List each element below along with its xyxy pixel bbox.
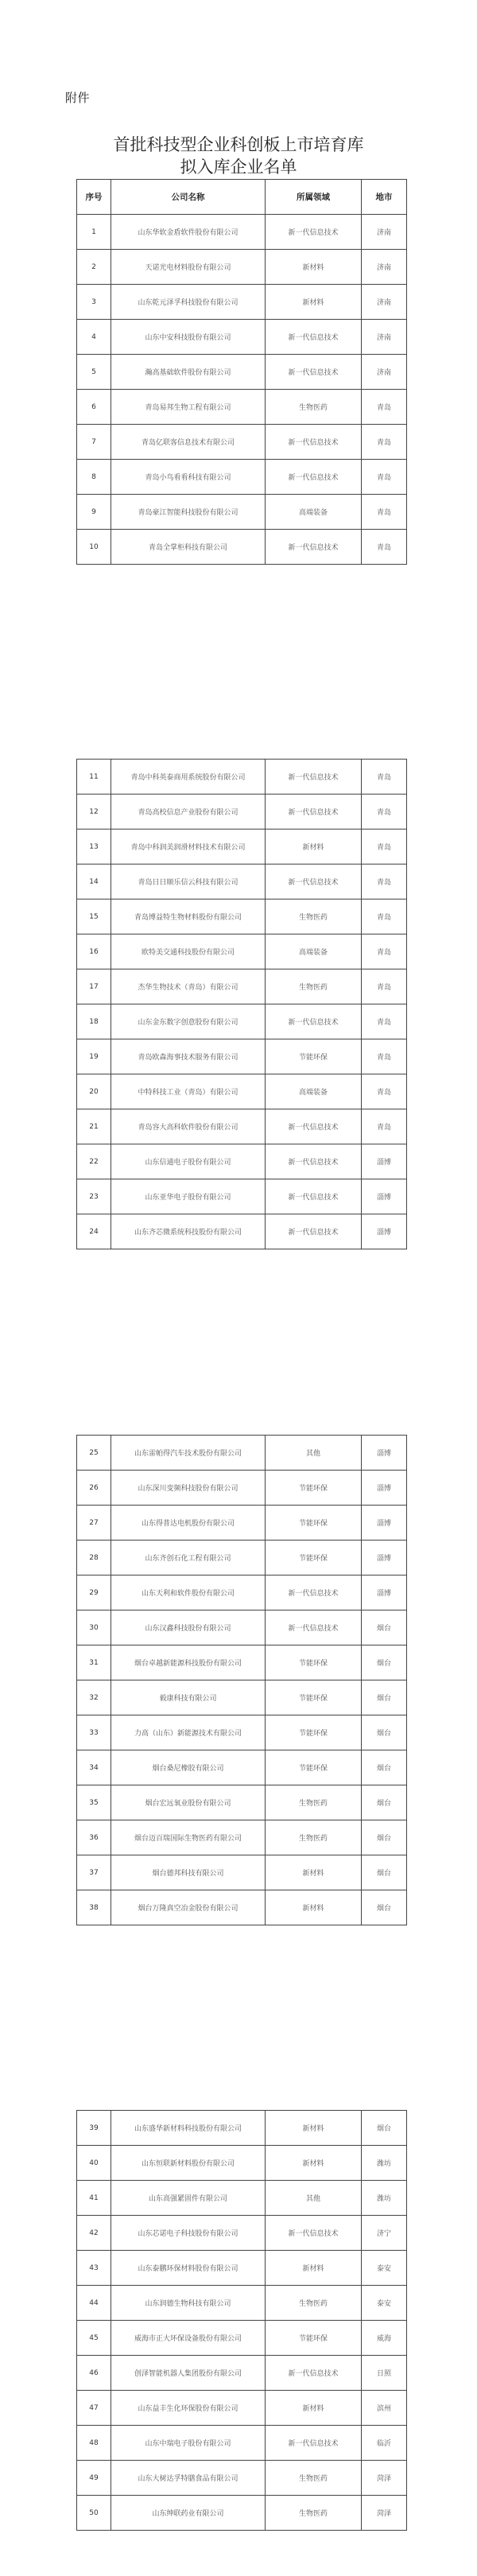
row-number: 40: [77, 2146, 111, 2181]
table-row: [77, 425, 407, 460]
company-name: 天诺光电材料股份有限公司: [111, 250, 266, 285]
table-row: [77, 1541, 407, 1576]
table-row: [77, 1471, 407, 1506]
industry-field: 新一代信息技术: [266, 355, 362, 390]
row-number: 1: [77, 215, 111, 250]
row-number: 7: [77, 425, 111, 460]
table-row: [77, 1004, 407, 1039]
row-number: 10: [77, 530, 111, 565]
industry-field: 新一代信息技术: [266, 2216, 362, 2251]
row-number: 21: [77, 1109, 111, 1144]
industry-field: 新材料: [266, 285, 362, 320]
table-row: [77, 1855, 407, 1890]
row-number: 9: [77, 495, 111, 530]
company-name: 烟台迈百瑞国际生物医药有限公司: [111, 1820, 266, 1855]
row-number: 38: [77, 1890, 111, 1925]
city: 滨州: [362, 2391, 407, 2426]
industry-field: 新材料: [266, 2146, 362, 2181]
industry-field: 新一代信息技术: [266, 760, 362, 795]
industry-field: 生物医药: [266, 899, 362, 934]
company-name: 青岛高校信息产业股份有限公司: [111, 795, 266, 830]
company-name: 青岛欧森海事技术服务有限公司: [111, 1039, 266, 1074]
company-table-page-4: [76, 2110, 407, 2531]
table-row: [77, 1039, 407, 1074]
table-row: [77, 285, 407, 320]
company-name: 山东华软金盾软件股份有限公司: [111, 215, 266, 250]
city: 烟台: [362, 2111, 407, 2146]
city: 青岛: [362, 1004, 407, 1039]
city: 青岛: [362, 760, 407, 795]
city: 淄博: [362, 1541, 407, 1576]
column-header-company: 公司名称: [111, 180, 266, 215]
table-row: [77, 2181, 407, 2216]
company-name: 山东润德生物科技有限公司: [111, 2286, 266, 2321]
industry-field: 生物医药: [266, 1820, 362, 1855]
industry-field: 节能环保: [266, 1715, 362, 1750]
company-name: 青岛全掌柜科技有限公司: [111, 530, 266, 565]
city: 烟台: [362, 1680, 407, 1715]
row-number: 26: [77, 1471, 111, 1506]
row-number: 20: [77, 1074, 111, 1109]
company-name: 山东天利和软件股份有限公司: [111, 1576, 266, 1610]
row-number: 41: [77, 2181, 111, 2216]
row-number: 14: [77, 864, 111, 899]
column-header-field: 所属领域: [266, 180, 362, 215]
city: 泰安: [362, 2251, 407, 2286]
row-number: 46: [77, 2356, 111, 2391]
row-number: 2: [77, 250, 111, 285]
row-number: 37: [77, 1855, 111, 1890]
company-name: 山东汉鑫科技股份有限公司: [111, 1610, 266, 1645]
city: 烟台: [362, 1715, 407, 1750]
city: 烟台: [362, 1855, 407, 1890]
industry-field: 新材料: [266, 1855, 362, 1890]
table-row: [77, 795, 407, 830]
table-row: [77, 1610, 407, 1645]
table-row: [77, 2496, 407, 2531]
city: 临沂: [362, 2426, 407, 2461]
company-name: 青岛容大高科软件股份有限公司: [111, 1109, 266, 1144]
row-number: 23: [77, 1179, 111, 1214]
company-name: 青岛中科英泰商用系统股份有限公司: [111, 760, 266, 795]
city: 青岛: [362, 1074, 407, 1109]
industry-field: 节能环保: [266, 1039, 362, 1074]
table-row: [77, 1109, 407, 1144]
industry-field: 生物医药: [266, 1785, 362, 1820]
city: 淄博: [362, 1576, 407, 1610]
table-row: [77, 1506, 407, 1541]
company-name: 烟台桑尼橡胶有限公司: [111, 1750, 266, 1785]
company-table-page-3: [76, 1435, 407, 1925]
table-row: [77, 355, 407, 390]
city: 青岛: [362, 864, 407, 899]
table-row: [77, 1890, 407, 1925]
industry-field: 新材料: [266, 2251, 362, 2286]
company-name: 青岛易邦生物工程有限公司: [111, 390, 266, 425]
table-row: [77, 530, 407, 565]
city: 烟台: [362, 1890, 407, 1925]
industry-field: 节能环保: [266, 1471, 362, 1506]
city: 日照: [362, 2356, 407, 2391]
city: 青岛: [362, 934, 407, 969]
industry-field: 新一代信息技术: [266, 1179, 362, 1214]
city: 济南: [362, 355, 407, 390]
table-row: [77, 1214, 407, 1249]
city: 济南: [362, 250, 407, 285]
row-number: 24: [77, 1214, 111, 1249]
row-number: 42: [77, 2216, 111, 2251]
row-number: 17: [77, 969, 111, 1004]
table-row: [77, 320, 407, 355]
industry-field: 新材料: [266, 1890, 362, 1925]
table-row: [77, 864, 407, 899]
industry-field: 新一代信息技术: [266, 215, 362, 250]
table-row: [77, 2426, 407, 2461]
table-row: [77, 1820, 407, 1855]
industry-field: 其他: [266, 2181, 362, 2216]
row-number: 31: [77, 1645, 111, 1680]
company-name: 山东泰鹏环保材料股份有限公司: [111, 2251, 266, 2286]
industry-field: 高端装备: [266, 495, 362, 530]
city: 青岛: [362, 795, 407, 830]
row-number: 27: [77, 1506, 111, 1541]
row-number: 29: [77, 1576, 111, 1610]
row-number: 3: [77, 285, 111, 320]
table-row: [77, 390, 407, 425]
row-number: 34: [77, 1750, 111, 1785]
company-name: 山东亚华电子股份有限公司: [111, 1179, 266, 1214]
table-row: [77, 1750, 407, 1785]
company-name: 山东中瑞电子股份有限公司: [111, 2426, 266, 2461]
city: 济南: [362, 320, 407, 355]
company-name: 威海市正大环保设备股份有限公司: [111, 2321, 266, 2356]
company-name: 欧特美交通科技股份有限公司: [111, 934, 266, 969]
company-name: 力高（山东）新能源技术有限公司: [111, 1715, 266, 1750]
industry-field: 新一代信息技术: [266, 2356, 362, 2391]
company-name: 烟台万隆真空冶金股份有限公司: [111, 1890, 266, 1925]
industry-field: 生物医药: [266, 2286, 362, 2321]
industry-field: 新一代信息技术: [266, 1214, 362, 1249]
table-row: [77, 1576, 407, 1610]
city: 青岛: [362, 969, 407, 1004]
company-name: 山东信通电子股份有限公司: [111, 1144, 266, 1179]
row-number: 50: [77, 2496, 111, 2531]
table-row: [77, 934, 407, 969]
city: 菏泽: [362, 2496, 407, 2531]
row-number: 8: [77, 460, 111, 495]
company-name: 瀚高基础软件股份有限公司: [111, 355, 266, 390]
industry-field: 新一代信息技术: [266, 795, 362, 830]
table-row: [77, 1785, 407, 1820]
company-name: 山东中安科技股份有限公司: [111, 320, 266, 355]
company-name: 烟台卓越新能源科技股份有限公司: [111, 1645, 266, 1680]
company-name: 青岛豪江智能科技股份有限公司: [111, 495, 266, 530]
table-row: [77, 1680, 407, 1715]
industry-field: 生物医药: [266, 2496, 362, 2531]
city: 青岛: [362, 495, 407, 530]
company-name: 青岛博益特生物材料股份有限公司: [111, 899, 266, 934]
company-name: 青岛日日顺乐信云科技有限公司: [111, 864, 266, 899]
company-name: 山东恒联新材料股份有限公司: [111, 2146, 266, 2181]
industry-field: 生物医药: [266, 2461, 362, 2496]
city: 青岛: [362, 390, 407, 425]
company-name: 山东雷帕得汽车技术股份有限公司: [111, 1436, 266, 1471]
company-name: 山东齐芯微系统科技股份有限公司: [111, 1214, 266, 1249]
company-name: 山东乾元泽孚科技股份有限公司: [111, 285, 266, 320]
industry-field: 节能环保: [266, 1541, 362, 1576]
city: 青岛: [362, 1109, 407, 1144]
table-row: [77, 495, 407, 530]
company-name: 青岛中科润美润滑材料技术有限公司: [111, 830, 266, 864]
city: 淄博: [362, 1179, 407, 1214]
industry-field: 生物医药: [266, 390, 362, 425]
table-row: [77, 250, 407, 285]
company-name: 中特科技工业（青岛）有限公司: [111, 1074, 266, 1109]
company-name: 山东深川变频科技股份有限公司: [111, 1471, 266, 1506]
city: 菏泽: [362, 2461, 407, 2496]
industry-field: 新材料: [266, 2111, 362, 2146]
industry-field: 新材料: [266, 830, 362, 864]
row-number: 44: [77, 2286, 111, 2321]
city: 烟台: [362, 1750, 407, 1785]
table-row: [77, 1144, 407, 1179]
industry-field: 新一代信息技术: [266, 2426, 362, 2461]
table-row: [77, 1715, 407, 1750]
company-name: 青岛小鸟看看科技有限公司: [111, 460, 266, 495]
company-name: 山东芯诺电子科技股份有限公司: [111, 2216, 266, 2251]
industry-field: 节能环保: [266, 1506, 362, 1541]
city: 淄博: [362, 1471, 407, 1506]
table-row: [77, 2146, 407, 2181]
table-row: [77, 460, 407, 495]
company-name: 山东齐创石化工程有限公司: [111, 1541, 266, 1576]
row-number: 33: [77, 1715, 111, 1750]
table-row: [77, 1074, 407, 1109]
company-name: 山东高强紧固件有限公司: [111, 2181, 266, 2216]
company-name: 杰华生物技术（青岛）有限公司: [111, 969, 266, 1004]
table-row: [77, 215, 407, 250]
row-number: 11: [77, 760, 111, 795]
table-row: [77, 2111, 407, 2146]
city: 淄博: [362, 1436, 407, 1471]
company-name: 烟台德邦科技有限公司: [111, 1855, 266, 1890]
table-row: [77, 899, 407, 934]
city: 青岛: [362, 1039, 407, 1074]
industry-field: 新材料: [266, 2391, 362, 2426]
row-number: 47: [77, 2391, 111, 2426]
row-number: 32: [77, 1680, 111, 1715]
industry-field: 新材料: [266, 250, 362, 285]
row-number: 30: [77, 1610, 111, 1645]
row-number: 19: [77, 1039, 111, 1074]
row-number: 4: [77, 320, 111, 355]
row-number: 43: [77, 2251, 111, 2286]
city: 淄博: [362, 1214, 407, 1249]
city: 潍坊: [362, 2181, 407, 2216]
table-row: [77, 760, 407, 795]
city: 青岛: [362, 530, 407, 565]
row-number: 28: [77, 1541, 111, 1576]
row-number: 13: [77, 830, 111, 864]
row-number: 15: [77, 899, 111, 934]
industry-field: 新一代信息技术: [266, 1004, 362, 1039]
table-header-row: [77, 180, 407, 215]
industry-field: 新一代信息技术: [266, 460, 362, 495]
company-name: 山东得普达电机股份有限公司: [111, 1506, 266, 1541]
table-row: [77, 2251, 407, 2286]
table-row: [77, 1645, 407, 1680]
table-row: [77, 1179, 407, 1214]
table-row: [77, 2321, 407, 2356]
city: 青岛: [362, 899, 407, 934]
row-number: 49: [77, 2461, 111, 2496]
title-line-2: 拟入库企业名单: [180, 157, 297, 177]
row-number: 18: [77, 1004, 111, 1039]
company-name: 山东金东数字创意股份有限公司: [111, 1004, 266, 1039]
city: 济宁: [362, 2216, 407, 2251]
company-name: 山东益丰生化环保股份有限公司: [111, 2391, 266, 2426]
row-number: 6: [77, 390, 111, 425]
row-number: 35: [77, 1785, 111, 1820]
row-number: 5: [77, 355, 111, 390]
city: 淄博: [362, 1144, 407, 1179]
industry-field: 新一代信息技术: [266, 1610, 362, 1645]
row-number: 48: [77, 2426, 111, 2461]
industry-field: 新一代信息技术: [266, 530, 362, 565]
company-table-page-2: [76, 759, 407, 1249]
city: 威海: [362, 2321, 407, 2356]
industry-field: 新一代信息技术: [266, 425, 362, 460]
industry-field: 节能环保: [266, 1680, 362, 1715]
industry-field: 生物医药: [266, 969, 362, 1004]
company-name: 烟台宏远氧业股份有限公司: [111, 1785, 266, 1820]
city: 烟台: [362, 1645, 407, 1680]
row-number: 36: [77, 1820, 111, 1855]
row-number: 22: [77, 1144, 111, 1179]
industry-field: 新一代信息技术: [266, 1576, 362, 1610]
city: 青岛: [362, 425, 407, 460]
company-name: 青岛亿联客信息技术有限公司: [111, 425, 266, 460]
title-line-1: 首批科技型企业科创板上市培育库: [113, 135, 364, 154]
company-name: 毅康科技有限公司: [111, 1680, 266, 1715]
table-row: [77, 2391, 407, 2426]
city: 济南: [362, 285, 407, 320]
document-title: [0, 134, 477, 178]
row-number: 25: [77, 1436, 111, 1471]
attachment-label: 附件: [65, 91, 91, 105]
city: 青岛: [362, 830, 407, 864]
city: 烟台: [362, 1610, 407, 1645]
city: 烟台: [362, 1785, 407, 1820]
table-row: [77, 2356, 407, 2391]
company-name: 创泽智能机器人集团股份有限公司: [111, 2356, 266, 2391]
row-number: 45: [77, 2321, 111, 2356]
company-name: 山东大树达孚特膳食品有限公司: [111, 2461, 266, 2496]
industry-field: 新一代信息技术: [266, 1109, 362, 1144]
industry-field: 高端装备: [266, 1074, 362, 1109]
industry-field: 节能环保: [266, 1645, 362, 1680]
industry-field: 节能环保: [266, 2321, 362, 2356]
table-row: [77, 1436, 407, 1471]
table-row: [77, 2286, 407, 2321]
city: 青岛: [362, 460, 407, 495]
city: 潍坊: [362, 2146, 407, 2181]
industry-field: 其他: [266, 1436, 362, 1471]
city: 淄博: [362, 1506, 407, 1541]
city: 泰安: [362, 2286, 407, 2321]
table-row: [77, 969, 407, 1004]
city: 烟台: [362, 1820, 407, 1855]
industry-field: 新一代信息技术: [266, 320, 362, 355]
company-name: 山东绅联药业有限公司: [111, 2496, 266, 2531]
industry-field: 新一代信息技术: [266, 864, 362, 899]
company-name: 山东盛华新材料科技股份有限公司: [111, 2111, 266, 2146]
row-number: 16: [77, 934, 111, 969]
table-row: [77, 2216, 407, 2251]
industry-field: 新一代信息技术: [266, 1144, 362, 1179]
column-header-no: 序号: [77, 180, 111, 215]
industry-field: 节能环保: [266, 1750, 362, 1785]
row-number: 39: [77, 2111, 111, 2146]
city: 济南: [362, 215, 407, 250]
row-number: 12: [77, 795, 111, 830]
table-row: [77, 830, 407, 864]
column-header-city: 地市: [362, 180, 407, 215]
industry-field: 高端装备: [266, 934, 362, 969]
company-table-page-1: [76, 179, 407, 565]
table-row: [77, 2461, 407, 2496]
